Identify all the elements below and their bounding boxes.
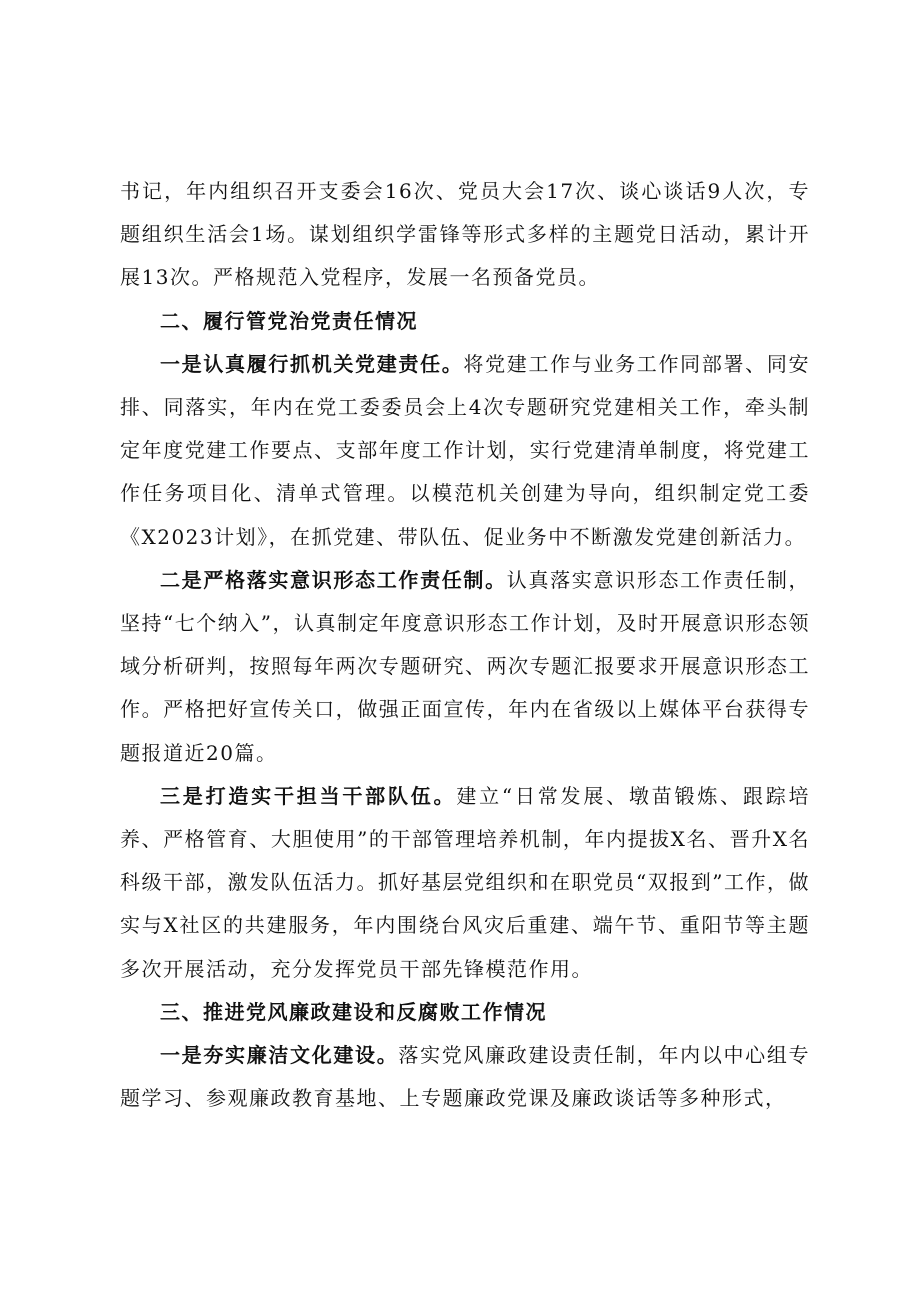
- section-heading-anti-corruption: 三、推进党风廉政建设和反腐败工作情况: [160, 999, 547, 1024]
- paragraph-ideology-responsibility: [120, 559, 810, 775]
- paragraph-text: 落实党风廉政建设责任制，年内以中心组专题学习、参观廉政教育基地、上专题廉政党课及廉政谈话等多种形式，: [120, 1043, 811, 1111]
- section-heading-party-governance: 二、履行管党治党责任情况: [160, 308, 418, 333]
- paragraph-cadre-team: [120, 775, 810, 991]
- paragraph-lead: 一是夯实廉洁文化建设。: [160, 1043, 399, 1068]
- paragraph-text: 认真落实意识形态工作责任制，坚持“七个纳入”，认真制定年度意识形态工作计划，及时开展意识形态领域分析研判，按照每年两次专题研究、两次专题汇报要求开展意识形态工作。严格把好宣传关口，做强正面宣传，年内在省级以上媒体平台获得专题报道近20篇。: [120, 567, 811, 765]
- paragraph-text: 建立“日常发展、墩苗锻炼、跟踪培养、严格管育、大胆使用”的干部管理培养机制，年内提拔X名、晋升X名科级干部，激发队伍活力。抓好基层党组织和在职党员“双报到”工作，做实与X社区的共建服务，年内围绕台风灾后重建、端午节、重阳节等主题多次开展活动，充分发挥党员干部先锋模范作用。: [120, 783, 810, 981]
- paragraph-lead: 一是认真履行抓机关党建责任。: [160, 351, 464, 376]
- paragraph-lead: 三是打造实干担当干部队伍。: [160, 783, 457, 808]
- paragraph-lead: 二是严格落实意识形态工作责任制。: [160, 567, 507, 592]
- paragraph-text: 书记，年内组织召开支委会16次、党员大会17次、谈心谈话9人次，专题组织生活会1场。谋划组织学雷锋等形式多样的主题党日活动，累计开展13次。严格规范入党程序，发展一名预备党员。: [120, 179, 810, 290]
- paragraph-party-building-responsibility: [120, 343, 810, 559]
- paragraph-text: 将党建工作与业务工作同部署、同安排、同落实，年内在党工委委员会上4次专题研究党建相关工作，牵头制定年度党建工作要点、支部年度工作计划，实行党建清单制度，将党建工作任务项目化、清单式管理。以模范机关创建为导向，组织制定党工委《X2023计划》，在抓党建、带队伍、促业务中不断激发党建创新活力。: [120, 351, 811, 549]
- paragraph-integrity-culture: [120, 1034, 810, 1120]
- document-body: [120, 170, 810, 1120]
- paragraph-party-branch-activities: [120, 170, 810, 300]
